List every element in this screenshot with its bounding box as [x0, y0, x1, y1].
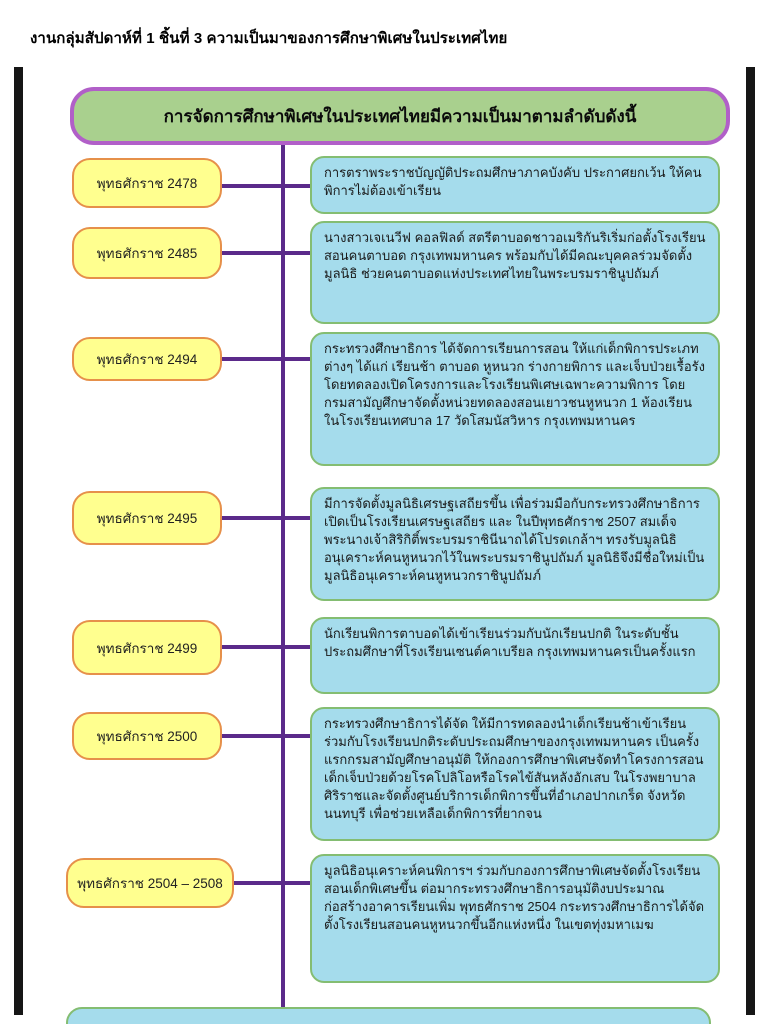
year-label: พุทธศักราช 2500	[96, 729, 198, 744]
next-desc-box-partial	[66, 1007, 711, 1024]
page-title: งานกลุ่มสัปดาห์ที่ 1 ชิ้นที่ 3 ความเป็นมาของการศึกษาพิเศษในประเทศไทย	[30, 30, 508, 47]
desc-text: มีการจัดตั้งมูลนิธิเศรษฐเสถียรขึ้น เพื่อร่วมมือกับกระทรวงศึกษาธิการเปิดเป็นโรงเรียนเศรษฐเสถียร และ ในปีพุทธศักราช 2507 สมเด็จพระนางเจ้าสิริกิติ์พระบรมราชินีนาถได้โปรดเกล้าฯ ทรงรับมูลนิธิอนุเคราะห์คนหูหนวกไว้ในพระบรมราชินูปถัมภ์ มูลนิธิจึงมีชื่อใหม่เป็นมูลนิธิอนุเคราะห์คนหูหนวกราชินูปถัมภ์	[324, 496, 705, 583]
page-edge-right	[746, 67, 755, 1015]
desc-text: การตราพระราชบัญญัติประถมศึกษาภาคบังคับ ประกาศยกเว้น ให้คนพิการไม่ต้องเข้าเรียน	[324, 165, 702, 198]
year-label: พุทธศักราช 2494	[96, 352, 198, 367]
year-box-2504-2508	[66, 858, 234, 908]
desc-text: มูลนิธิอนุเคราะห์คนพิการฯ ร่วมกับกองการศึกษาพิเศษจัดตั้งโรงเรียนสอนเด็กพิเศษขึ้น ต่อมากระทรวงศึกษาธิการอนุมัติงบประมาณก่อสร้างอาคารเรียนเพิ่ม พุทธศักราช 2504 กระทรวงศึกษาธิการได้จัดตั้งโรงเรียนสอนคนหูหนวกขึ้นอีกแห่งหนึ่ง ในเขตทุ่งมหาเมฆ	[324, 863, 705, 932]
year-label: พุทธศักราช 2499	[96, 640, 198, 656]
desc-text: กระทรวงศึกษาธิการ ได้จัดการเรียนการสอน ให้แก่เด็กพิการประเภทต่างๆ ได้แก่ เรียนช้า ตาบอด หูหนวก ร่างกายพิการ และเจ็บป่วยเรื้อรัง โดยทดลองเปิดโครงการและโรงเรียนพิเศษเฉพาะความพิการ โดยกรมสามัญศึกษาจัดตั้งหน่วยทดลองสอนเยาวชนหูหนวก 1 ห้องเรียน ในโรงเรียนเทศบาล 17 วัดโสมนัสวิหาร กรุงเทพมหานคร	[324, 341, 705, 428]
year-label: พุทธศักราช 2495	[96, 511, 198, 526]
year-box-2500	[72, 712, 222, 760]
connector-2485	[212, 251, 314, 255]
year-box-2494	[72, 337, 222, 381]
year-box-2478	[72, 158, 222, 208]
desc-box-2478	[310, 156, 720, 214]
year-box-2499	[72, 620, 222, 675]
timeline-title-label: การจัดการศึกษาพิเศษในประเทศไทยมีความเป็นมาตามลำดับดังนี้	[163, 106, 637, 126]
connector-2494	[212, 357, 314, 361]
desc-box-2500	[310, 707, 720, 841]
year-label: พุทธศักราช 2504 – 2508	[77, 876, 223, 891]
year-label: พุทธศักราช 2485	[96, 246, 198, 261]
connector-2495	[212, 516, 314, 520]
connector-2500	[212, 734, 314, 738]
year-box-2495	[72, 491, 222, 545]
desc-box-2494	[310, 332, 720, 466]
connector-2499	[212, 645, 314, 649]
desc-text: กระทรวงศึกษาธิการได้จัด ให้มีการทดลองนำเด็กเรียนช้าเข้าเรียนร่วมกับโรงเรียนปกติระดับประถมศึกษาของกรุงเทพมหานคร เป็นครั้งแรกกรมสามัญศึกษาอนุมัติ ให้กองการศึกษาพิเศษจัดทำโครงการสอนเด็กเจ็บป่วยด้วยโรคโปลิโอหรือโรคไข้สันหลังอักเสบ ในโรงพยาบาลศิริราชและจัดตั้งศูนย์บริการเด็กพิการขึ้นที่อำเภอปากเกร็ด จังหวัดนนทบุรี เพื่อช่วยเหลือเด็กพิการที่ยากจน	[324, 716, 704, 821]
desc-box-2495	[310, 487, 720, 601]
page-edge-left	[14, 67, 23, 1015]
year-label: พุทธศักราช 2478	[96, 176, 198, 191]
desc-box-2485	[310, 221, 720, 324]
timeline-title-box	[70, 87, 730, 145]
desc-text: นางสาวเจเนวีฟ คอลฟิลด์ สตรีตาบอดชาวอเมริกันริเริ่มก่อตั้งโรงเรียนสอนคนตาบอด กรุงเทพมหานคร พร้อมกับได้มีคณะบุคคลร่วมจัดตั้งมูลนิธิ ช่วยคนตาบอดแห่งประเทศไทยในพระบรมราชินูปถัมภ์	[324, 230, 706, 281]
desc-box-2504-2508	[310, 854, 720, 983]
connector-2478	[212, 184, 314, 188]
desc-box-2499	[310, 617, 720, 694]
timeline-trunk-line	[281, 141, 285, 1024]
desc-text: นักเรียนพิการตาบอดได้เข้าเรียนร่วมกับนักเรียนปกติ ในระดับชั้นประถมศึกษาที่โรงเรียนเซนต์คาเบรียล กรุงเทพมหานครเป็นครั้งแรก	[324, 626, 696, 659]
year-box-2485	[72, 227, 222, 279]
